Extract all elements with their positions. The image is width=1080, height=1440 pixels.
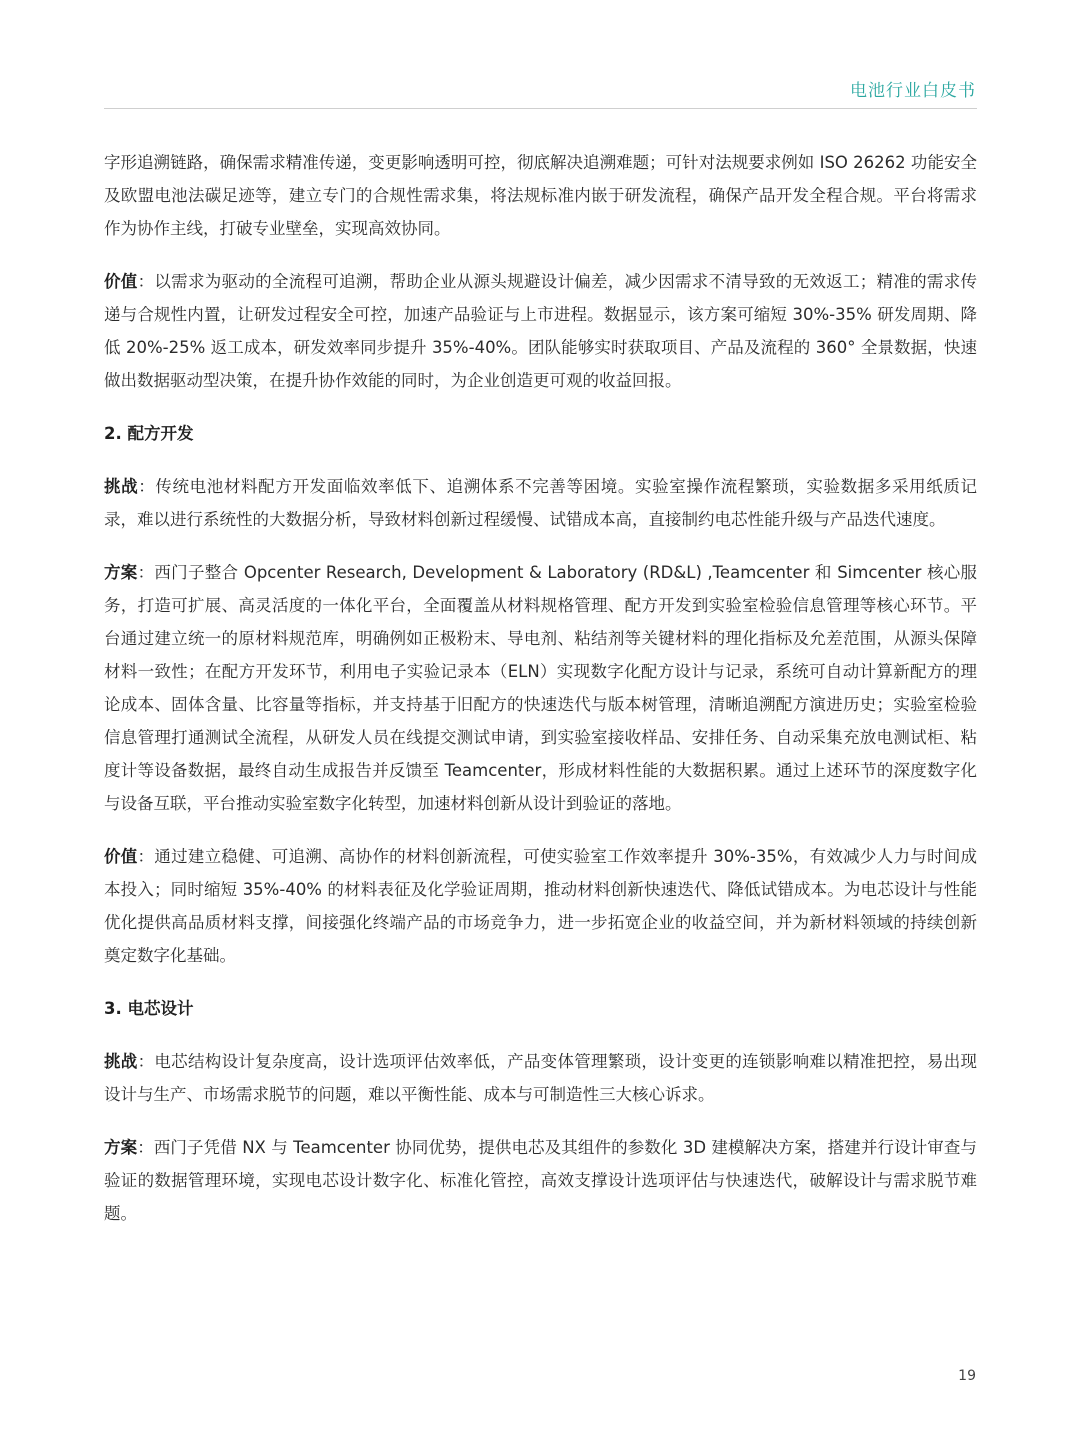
label-separator: ： [137, 272, 155, 291]
solution-label: 方案 [104, 563, 138, 582]
value-text: 以需求为驱动的全流程可追溯，帮助企业从源头规避设计偏差，减少因需求不清导致的无效返工；精准的需求传递与合规性内置，让研发过程安全可控，加速产品验证与上市进程。数据显示，该方案可缩短 30%-35% 研发周期、降低 20%-25% 返工成本，研发效率同步提升 35%-40%。团队能够实时获取项目、产品及流程的 360° 全景数据，快速做出数据驱动型决策，在提升协作效能的同时，为企业创造更可观的收益回报。 [104, 272, 978, 390]
challenge-text: 传统电池材料配方开发面临效率低下、追溯体系不完善等困境。实验室操作流程繁琐，实验数据多采用纸质记录，难以进行系统性的大数据分析，导致材料创新过程缓慢、试错成本高，直接制约电芯性能升级与产品迭代速度。 [104, 477, 978, 529]
challenge-text: 电芯结构设计复杂度高，设计选项评估效率低，产品变体管理繁琐，设计变更的连锁影响难以精准把控，易出现设计与生产、市场需求脱节的问题，难以平衡性能、成本与可制造性三大核心诉求。 [104, 1052, 978, 1104]
value-label: 价值 [104, 272, 138, 291]
value-label: 价值 [104, 847, 138, 866]
section-heading-formula-development: 2. 配方开发 [104, 424, 194, 443]
label-separator: ： [138, 477, 156, 496]
solution-label: 方案 [104, 1138, 138, 1157]
challenge-label: 挑战 [104, 1052, 138, 1071]
paragraph-solution-formula [104, 556, 977, 820]
label-separator: ： [137, 1052, 155, 1071]
document-title: 电池行业白皮书 [850, 81, 976, 101]
value-text: 通过建立稳健、可追溯、高协作的材料创新流程，可使实验室工作效率提升 30%-35%，有效减少人力与时间成本投入；同时缩短 35%-40% 的材料表征及化学验证周期，推动材料创新快速迭代、降低试错成本。为电芯设计与性能优化提供高品质材料支撑，间接强化终端产品的市场竞争力，进一步拓宽企业的收益空间，并为新材料领域的持续创新奠定数字化基础。 [104, 847, 978, 965]
paragraph-traceability-continued: 字形追溯链路，确保需求精准传递，变更影响透明可控，彻底解决追溯难题；可针对法规要求例如 ISO 26262 功能安全及欧盟电池法碳足迹等，建立专门的合规性需求集，将法规标准内嵌于研发流程，确保产品开发全程合规。平台将需求作为协作主线，打破专业壁垒，实现高效协同。 [104, 153, 977, 238]
paragraph-challenge-formula [104, 470, 977, 536]
solution-text: 西门子凭借 NX 与 Teamcenter 协同优势，提供电芯及其组件的参数化 3D 建模解决方案，搭建并行设计审查与验证的数据管理环境，实现电芯设计数字化、标准化管控，高效支撑设计选项评估与快速迭代，破解设计与需求脱节难题。 [104, 1138, 978, 1223]
page-number: 19 [958, 1368, 976, 1384]
paragraph-challenge-cell [104, 1045, 977, 1111]
paragraph-solution-cell [104, 1131, 977, 1230]
challenge-label: 挑战 [104, 477, 139, 496]
paragraph-value-formula [104, 840, 977, 972]
header-divider [104, 108, 977, 109]
label-separator: ： [137, 563, 155, 582]
label-separator: ： [137, 847, 155, 866]
paragraph-value-requirements [104, 265, 977, 397]
label-separator: ： [137, 1138, 154, 1157]
section-heading-cell-design: 3. 电芯设计 [104, 999, 194, 1018]
solution-text: 西门子整合 Opcenter Research, Development & Laboratory (RD&L) ,Teamcenter 和 Simcenter 核心服务，打造可扩展、高灵活度的一体化平台，全面覆盖从材料规格管理、配方开发到实验室检验信息管理等核心环节。平台通过建立统一的原材料规范库，明确例如正极粉末、导电剂、粘结剂等关键材料的理化指标及允差范围，从源头保障材料一致性；在配方开发环节，利用电子实验记录本（ELN）实现数字化配方设计与记录，系统可自动计算新配方的理论成本、固体含量、比容量等指标，并支持基于旧配方的快速迭代与版本树管理，清晰追溯配方演进历史；实验室检验信息管理打通测试全流程，从研发人员在线提交测试申请，到实验室接收样品、安排任务、自动采集充放电测试柜、粘度计等设备数据，最终自动生成报告并反馈至 Teamcenter，形成材料性能的大数据积累。通过上述环节的深度数字化与设备互联，平台推动实验室数字化转型，加速材料创新从设计到验证的落地。 [104, 563, 978, 813]
page-content [104, 146, 977, 1230]
